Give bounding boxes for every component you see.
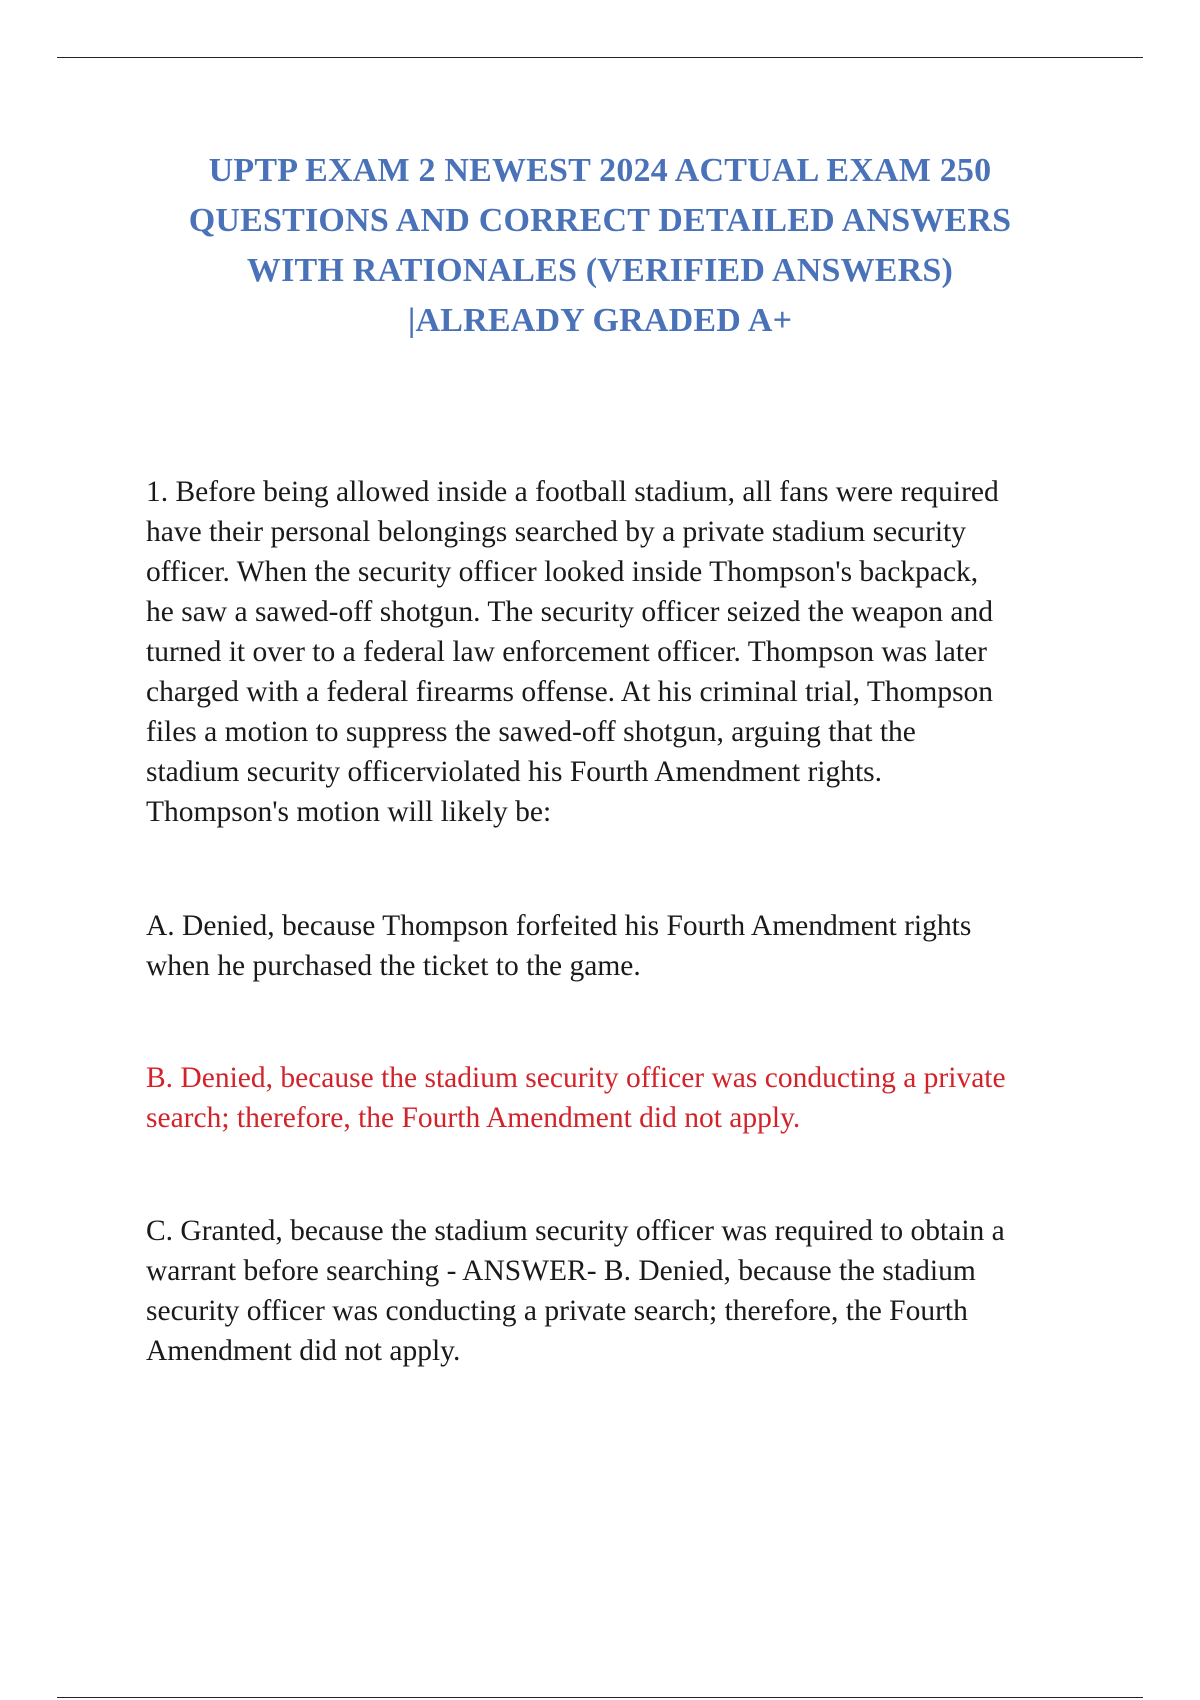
title-line-1: UPTP EXAM 2 NEWEST 2024 ACTUAL EXAM 250	[208, 152, 992, 189]
question-line: files a motion to suppress the sawed-off shotgun, arguing that the	[146, 716, 916, 748]
title-line-2: QUESTIONS AND CORRECT DETAILED ANSWERS	[188, 202, 1012, 239]
document-title	[100, 146, 1100, 346]
question-line: have their personal belongings searched by a private stadium security	[146, 516, 966, 548]
option-c-line: warrant before searching - ANSWER- B. Denied, because the stadium	[146, 1255, 976, 1287]
question-line: officer. When the security officer looked inside Thompson's backpack,	[146, 556, 979, 588]
option-a-line: A. Denied, because Thompson forfeited his Fourth Amendment rights	[146, 910, 972, 942]
question-line: turned it over to a federal law enforcement officer. Thompson was later	[146, 636, 987, 668]
option-c-with-answer	[146, 1211, 1106, 1371]
option-c-line: C. Granted, because the stadium security officer was required to obtain a	[146, 1215, 1005, 1247]
option-b-correct-answer	[146, 1058, 1106, 1138]
question-line: charged with a federal firearms offense. At his criminal trial, Thompson	[146, 676, 994, 708]
option-c-line: security officer was conducting a private search; therefore, the Fourth	[146, 1295, 968, 1327]
title-line-4: |ALREADY GRADED A+	[407, 302, 793, 339]
question-line: Thompson's motion will likely be:	[146, 796, 552, 828]
option-a-line: when he purchased the ticket to the game.	[146, 950, 641, 982]
option-b-line: B. Denied, because the stadium security officer was conducting a private	[146, 1062, 1006, 1094]
option-b-line: search; therefore, the Fourth Amendment did not apply.	[146, 1102, 801, 1134]
option-c-line: Amendment did not apply.	[146, 1335, 461, 1367]
option-a	[146, 906, 1106, 986]
question-line: 1. Before being allowed inside a football stadium, all fans were required	[146, 476, 999, 508]
question-1	[146, 472, 1106, 832]
top-rule	[57, 57, 1143, 58]
title-line-3: WITH RATIONALES (VERIFIED ANSWERS)	[246, 252, 954, 289]
bottom-rule	[57, 1697, 1143, 1698]
question-line: stadium security officerviolated his Fourth Amendment rights.	[146, 756, 883, 788]
question-line: he saw a sawed-off shotgun. The security officer seized the weapon and	[146, 596, 994, 628]
